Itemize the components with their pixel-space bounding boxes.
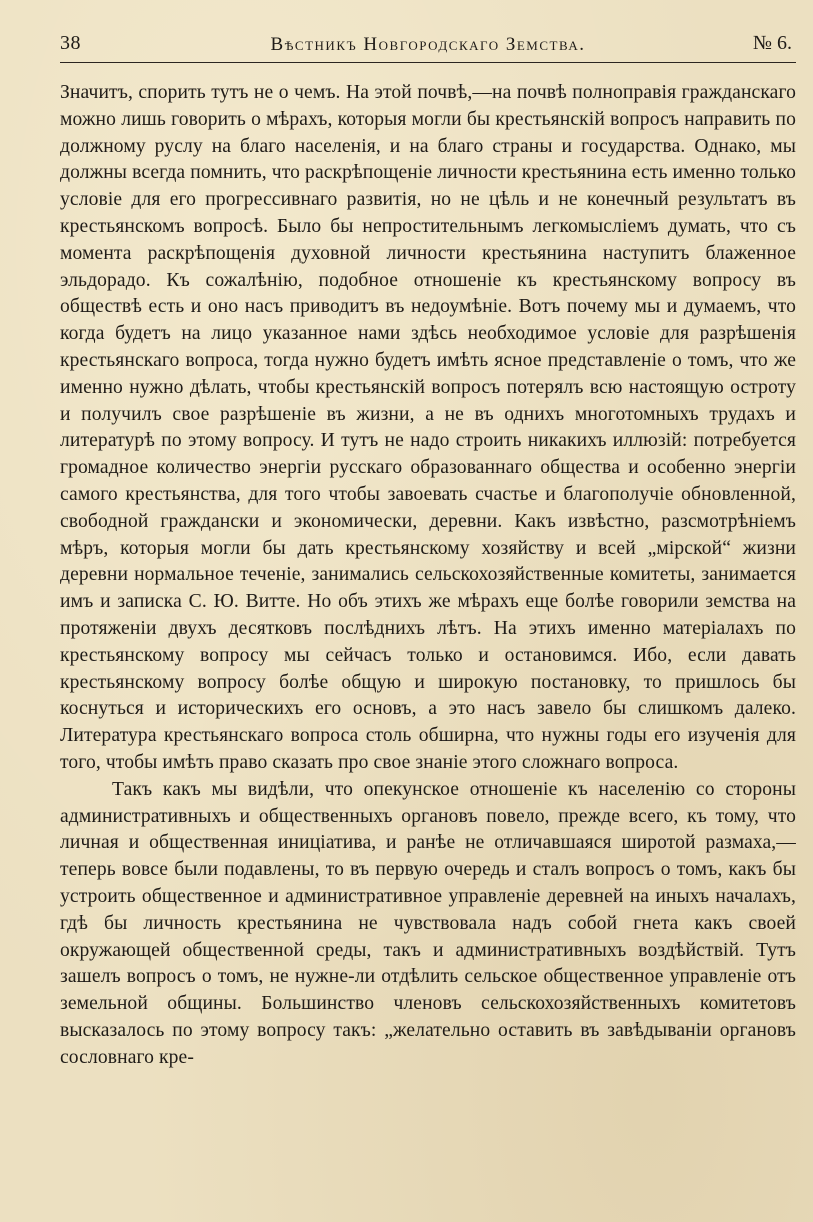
running-head: Вѣстникъ Новгородскаго Земства. xyxy=(270,34,586,55)
issue-number: № 6. xyxy=(752,32,792,54)
paragraph-2: Такъ какъ мы видѣли, что опекунское отношеніе къ населенію со стороны административныхъ и общественныхъ органовъ повело, прежде всего, къ тому, что личная и общественная иниціатива, и ранѣе не отличавшаяся широтой размаха,—теперь вовсе были подавлены, то въ первую очередь и сталъ вопросъ о томъ, какъ бы устроить общественное и административное управленіе деревней на иныхъ началахъ, гдѣ бы личность крестьянина не чувствовала надъ собой гнета какъ своей окружающей общественной среды, такъ и административныхъ воздѣйствій. Тутъ зашелъ вопросъ о томъ, не нужне-ли отдѣлить сельское общественное управленіе отъ земельной общины. Большинство членовъ сельскохозяйственныхъ комитетовъ высказалось по этому вопросу такъ: „желательно оставить въ завѣдываніи органовъ сословнаго кре- xyxy=(60,778,796,1068)
header-rule xyxy=(60,62,796,63)
page-number: 38 xyxy=(60,32,81,54)
paragraph-1: Значитъ, спорить тутъ не о чемъ. На этой почвѣ,—на почвѣ полноправія гражданскаго можно лишь говорить о мѣрахъ, которыя могли бы крестьянскій вопросъ направить по должному руслу на благо населенія, и на благо страны и государства. Однако, мы должны всегда помнить, что раскрѣпощеніе личности крестьянина есть именно только условіе для его прогрессивнаго развитія, но не цѣль и не конечный результатъ въ крестьянскомъ вопросѣ. Было бы непростительнымъ легкомысліемъ думать, что съ момента раскрѣпощенія духовной личности крестьянина наступитъ блаженное эльдорадо. Къ сожалѣнію, подобное отношеніе къ крестьянскому вопросу въ обществѣ есть и оно насъ приводитъ въ недоумѣніе. Вотъ почему мы и думаемъ, что когда будетъ на лицо указанное нами здѣсь необходимое условіе для разрѣшенія крестьянскаго вопроса, тогда нужно будетъ имѣть ясное представленіе о томъ, что же именно нужно дѣлать, чтобы крестьянскій вопросъ потерялъ всю настоящую остроту и получилъ свое разрѣшеніе въ жизни, а не въ однихъ многотомныхъ трудахъ и литературѣ по этому вопросу. И тутъ не надо строить никакихъ иллюзій: потребуется громадное количество энергіи русскаго образованнаго общества и особенно энергіи самого крестьянства, для того чтобы завоевать счастье и благополучіе обновленной, свободной граждански и экономически, деревни. Какъ извѣстно, разсмотрѣніемъ мѣръ, которыя могли бы дать крестьянскому хозяйству и всей „мірской“ жизни деревни нормальное теченіе, занимались сельскохозяйственные комитеты, занимается имъ и записка С. Ю. Витте. Но объ этихъ же мѣрахъ еще болѣе говорили земства на протяженіи двухъ десятковъ послѣднихъ лѣтъ. На этихъ именно матеріалахъ по крестьянскому вопросу мы сейчасъ только и остановимся. Ибо, если давать крестьянскому вопросу болѣе общую и широкую постановку, то пришлось бы коснуться и историческихъ его основъ, а это насъ завело бы слишкомъ далеко. Литература крестьянскаго вопроса столь обширна, что нужны годы его изученія для того, чтобы имѣть право сказать про свое знаніе этого сложнаго вопроса. xyxy=(60,82,796,773)
body-text xyxy=(60,80,796,1071)
page-header xyxy=(60,26,796,66)
